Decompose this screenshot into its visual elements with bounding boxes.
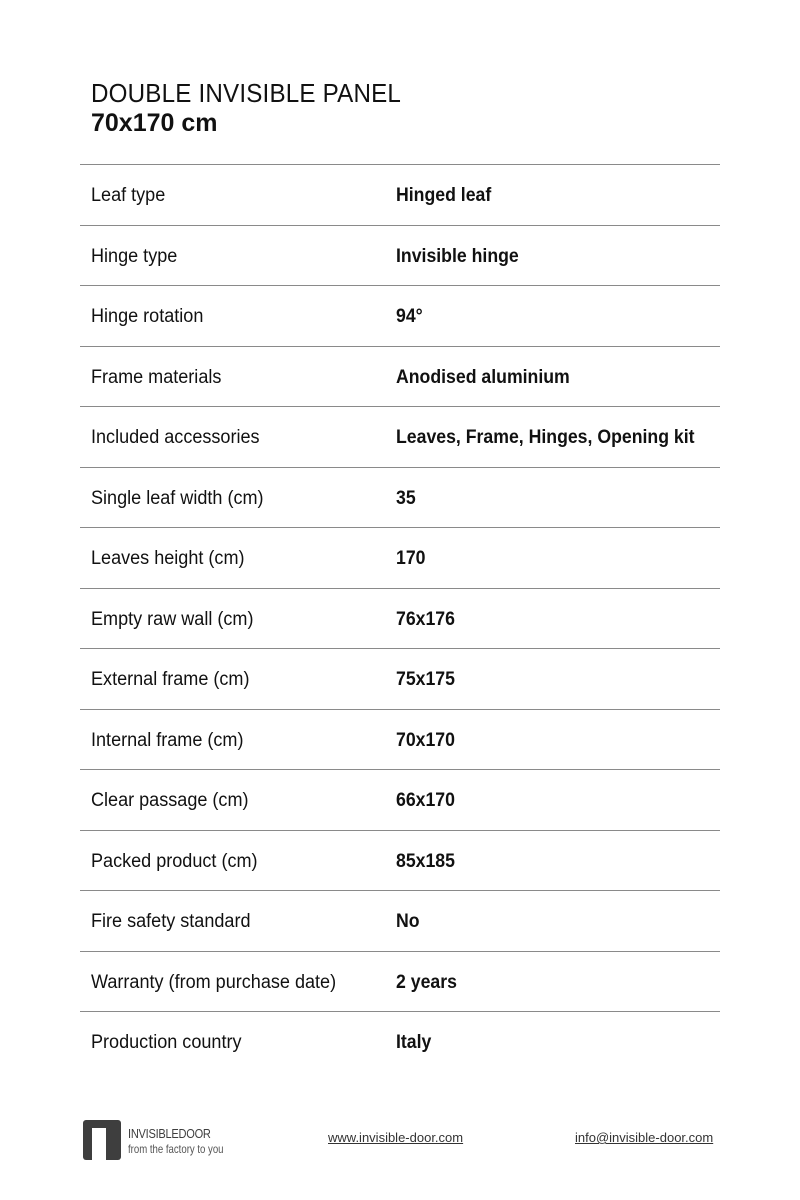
spec-row xyxy=(80,648,720,709)
spec-value: 2 years xyxy=(396,971,457,993)
spec-value: Hinged leaf xyxy=(396,185,492,206)
product-size: 70x170 cm xyxy=(91,109,218,137)
spec-label: Production country xyxy=(91,1032,242,1053)
footer xyxy=(0,1115,800,1165)
spec-row xyxy=(80,830,720,891)
spec-table xyxy=(80,164,720,1072)
spec-row xyxy=(80,890,720,951)
spec-label: Hinge rotation xyxy=(91,306,204,327)
website-link[interactable]: www.invisible-door.com xyxy=(328,1130,464,1145)
spec-row xyxy=(80,346,720,407)
spec-value: 66x170 xyxy=(396,790,455,811)
spec-value: 35 xyxy=(396,487,416,509)
spec-row xyxy=(80,527,720,588)
spec-row xyxy=(80,709,720,770)
door-logo-icon xyxy=(83,1120,121,1160)
spec-label: Clear passage (cm) xyxy=(91,790,249,811)
spec-value: 75x175 xyxy=(396,669,455,690)
logo-tagline: from the factory to you xyxy=(128,1142,224,1156)
spec-value: 76x176 xyxy=(396,608,455,630)
email-link[interactable]: info@invisible-door.com xyxy=(575,1130,714,1145)
spec-value: 70x170 xyxy=(396,729,455,751)
spec-row xyxy=(80,1011,720,1072)
spec-value: Invisible hinge xyxy=(396,245,519,267)
brand-logo xyxy=(83,1120,223,1162)
spec-value: Leaves, Frame, Hinges, Opening kit xyxy=(396,427,695,448)
spec-row xyxy=(80,406,720,467)
spec-label: Leaf type xyxy=(91,185,166,206)
spec-row xyxy=(80,769,720,830)
spec-value: 94° xyxy=(396,306,423,327)
spec-row xyxy=(80,467,720,528)
spec-value: 85x185 xyxy=(396,850,455,872)
spec-row xyxy=(80,285,720,346)
spec-value: Italy xyxy=(396,1032,432,1053)
spec-value: No xyxy=(396,911,420,932)
spec-row xyxy=(80,588,720,649)
product-title: DOUBLE INVISIBLE PANEL xyxy=(91,78,402,108)
spec-value: Anodised aluminium xyxy=(396,366,570,388)
spec-label: Empty raw wall (cm) xyxy=(91,608,254,630)
spec-value: 170 xyxy=(396,548,426,569)
spec-label: Fire safety standard xyxy=(91,911,251,932)
spec-row xyxy=(80,225,720,286)
spec-row xyxy=(80,951,720,1012)
spec-label: Single leaf width (cm) xyxy=(91,487,264,509)
spec-label: External frame (cm) xyxy=(91,669,250,690)
spec-label: Packed product (cm) xyxy=(91,850,258,872)
spec-row xyxy=(80,164,720,225)
spec-label: Frame materials xyxy=(91,366,222,388)
spec-label: Included accessories xyxy=(91,427,260,448)
spec-label: Internal frame (cm) xyxy=(91,729,244,751)
spec-label: Leaves height (cm) xyxy=(91,548,245,569)
spec-label: Hinge type xyxy=(91,245,178,267)
spec-label: Warranty (from purchase date) xyxy=(91,971,337,993)
logo-name: INVISIBLEDOOR xyxy=(128,1126,211,1141)
